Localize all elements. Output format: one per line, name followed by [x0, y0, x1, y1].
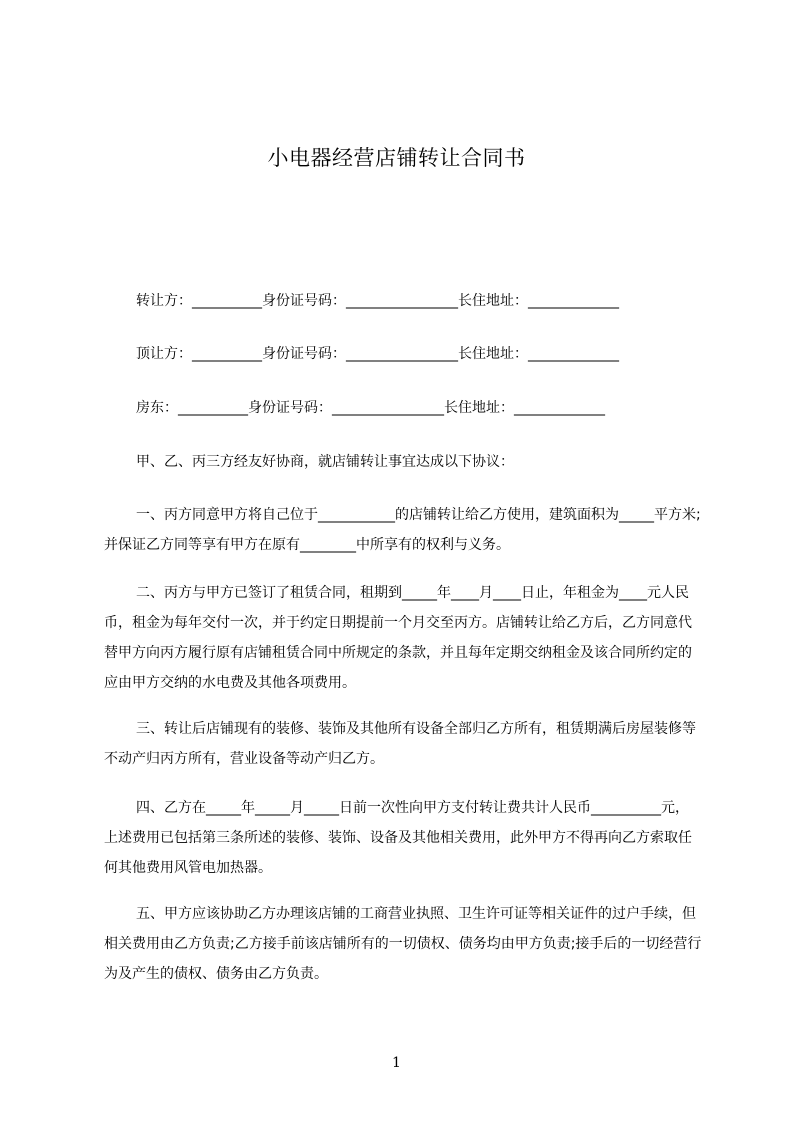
page-number: 1 — [392, 1055, 401, 1071]
document-title: 小电器经营店铺转让合同书 — [267, 146, 526, 170]
clause-4: 四、乙方在_____年_____月_____日前一次性向甲方支付转让费共计人民币__________元，上述费用已包括第三条所述的装修、装饰、设备及其他相关费用，此外甲方不得再向乙方索取任何其他费用风管电加热器。 — [104, 800, 692, 876]
clause-3: 三、转让后店铺现有的装修、装饰及其他所有设备全部归乙方所有，租赁期满后房屋装修等不动产归丙方所有，营业设备等动产归乙方。 — [104, 721, 696, 767]
intro-paragraph: 甲、乙、丙三方经友好协商，就店铺转让事宜达成以下协议： — [136, 454, 514, 470]
clause-1: 一、丙方同意甲方将自己位于___________的店铺转让给乙方使用，建筑面积为_____平方米;并保证乙方同等享有甲方在原有________中所享有的权利与义务。 — [104, 507, 701, 553]
party-transferor-line: 转让方：__________身份证号码：________________长住地址：_____________ — [136, 293, 619, 309]
clause-2: 二、丙方与甲方已签订了租赁合同，租期到_____年____月____日止，年租金为____元人民币，租金为每年交付一次，并于约定日期提前一个月交至丙方。店铺转让给乙方后，乙方同意代替甲方向丙方履行原有店铺租赁合同中所规定的条款，并且每年定期交纳租金及该合同所约定的应由甲方交纳的水电费及其他各项费用。 — [104, 585, 692, 691]
party-landlord-line: 房东：__________身份证号码：________________长住地址：_____________ — [136, 400, 605, 416]
party-transferee-line: 顶让方：__________身份证号码：________________长住地址：_____________ — [136, 346, 619, 362]
clause-5: 五、甲方应该协助乙方办理该店铺的工商营业执照、卫生许可证等相关证件的过户手续，但相关费用由乙方负责;乙方接手前该店铺所有的一切债权、债务均由甲方负责;接手后的一切经营行为及产生的债权、债务由乙方负责。 — [104, 906, 702, 982]
